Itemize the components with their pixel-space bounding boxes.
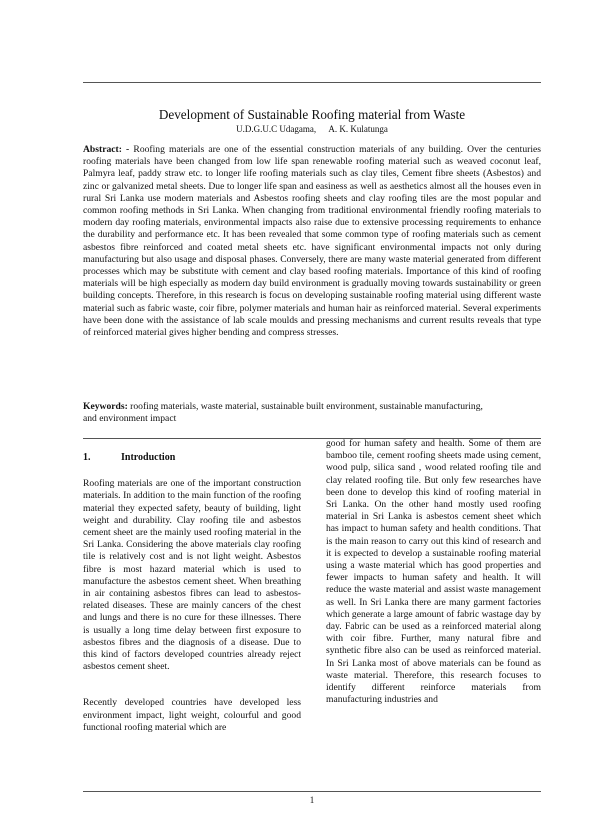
abstract-label: Abstract: - <box>83 144 130 155</box>
top-rule <box>83 82 541 83</box>
footer-rule <box>83 791 541 792</box>
intro-paragraph-2: Recently developed countries have developed less environment impact, light weight, colourful and good functional roofing material which are <box>83 697 301 733</box>
section-number: 1. <box>83 452 91 463</box>
keywords <box>83 401 493 425</box>
paper-title: Development of Sustainable Roofing material from Waste <box>158 107 466 122</box>
intro-paragraph-1: Roofing materials are one of the important construction materials. In addition to the main function of the roofing material they expected safety, beauty of building, light weight and durability. Clay roofing tile and asbestos cement sheet are the mainly used roofing material in the Sri Lanka. Considering the above materials clay roofing tile is relatively cost and is not light weight. Asbestos fibre is most hazard material which is used to manufacture the asbestos cement sheet. When breathing in air containing asbestos fibres can lead to asbestos-related diseases. These are mainly cancers of the chest and lungs and there is no cure for these illnesses. There is usually a long time delay between first exposure to asbestos fibres and the diagnosis of a disease. Due to this kind of factors developed countries already reject asbestos cement sheet. <box>83 478 301 673</box>
author-2: A. K. Kulatunga <box>328 124 388 134</box>
abstract-text: Roofing materials are one of the essential construction materials of any building. Over the centuries roofing materials have been changed from low life span renewable roofing material such as weaved coconut leaf, Palmyra leaf, paddy straw etc. to longer life roofing materials such as clay tiles, Cement fibre sheets (Asbestos) and zinc or galvanized metal sheets. Due to longer life span and easiness as well as aesthetics almost all the houses even in rural Sri Lanka use modern materials and Asbestos roofing sheets and clay roofing tiles are the most popular and common roofing methods in Sri Lanka. When changing from traditional environmental friendly roofing materials to modern day roofing materials, environmental impacts also raise due to extensive processing requirements to enhance the durability and performance etc. It has been revealed that some common type of roofing materials such as cement asbestos fibre reinforced and coated metal sheets etc. have significant environmental impacts not only during manufacturing but also usage and disposal phases. Conversely, there are many waste material generated from different processes which may be substitute with cement and clay based roofing materials. Importance of this kind of roofing materials will be high especially as modern day build environment is gradually moving towards sustainability or green building concepts. Therefore, in this research is focus on developing sustainable roofing material using different waste material such as fabric waste, coir fibre, polymer materials and human hair as reinforced material. Several experiments have been done with the assistance of lab scale moulds and pressing mechanisms and current results reveals that type of reinforced material gives higher bending and compress stresses. <box>83 144 541 339</box>
abstract <box>83 144 541 339</box>
keywords-label: Keywords: <box>83 401 128 412</box>
left-column <box>83 452 301 734</box>
keywords-text: roofing materials, waste material, sustainable built environment, sustainable manufacturing, and environment impact <box>83 401 483 425</box>
right-column <box>326 438 541 706</box>
intro-paragraph-continued: good for human safety and health. Some of them are bamboo tile, cement roofing sheets made using cement, wood pulp, silica sand , wood related roofing tile and clay related roofing tile. But only few researches have been done to develop this kind of roofing material in Sri Lanka. On the other hand mostly used roofing material in Sri Lanka is asbestos cement sheet which has impact to human safety and health conditions. That is the main reason to carry out this kind of research and it is expected to develop a sustainable roofing material using a waste material which has good properties and fewer impacts to human safety and health. It will reduce the waste material and assist waste management as well. In Sri Lanka there are many garment factories which generate a large amount of fabric wastage day by day. Fabric can be used as a reinforced material along with coir fibre. Further, many natural fibre and synthetic fibre also can be used as reinforced material. In Sri Lanka most of above materials can be found as waste material. Therefore, this research focuses to identify different reinforce materials from manufacturing industries and <box>326 438 541 706</box>
author-1: U.D.G.U.C Udagama, <box>236 124 317 134</box>
section-heading <box>83 452 301 464</box>
page-number: 1 <box>309 795 315 805</box>
author-list <box>83 124 541 135</box>
section-title: Introduction <box>121 452 176 463</box>
